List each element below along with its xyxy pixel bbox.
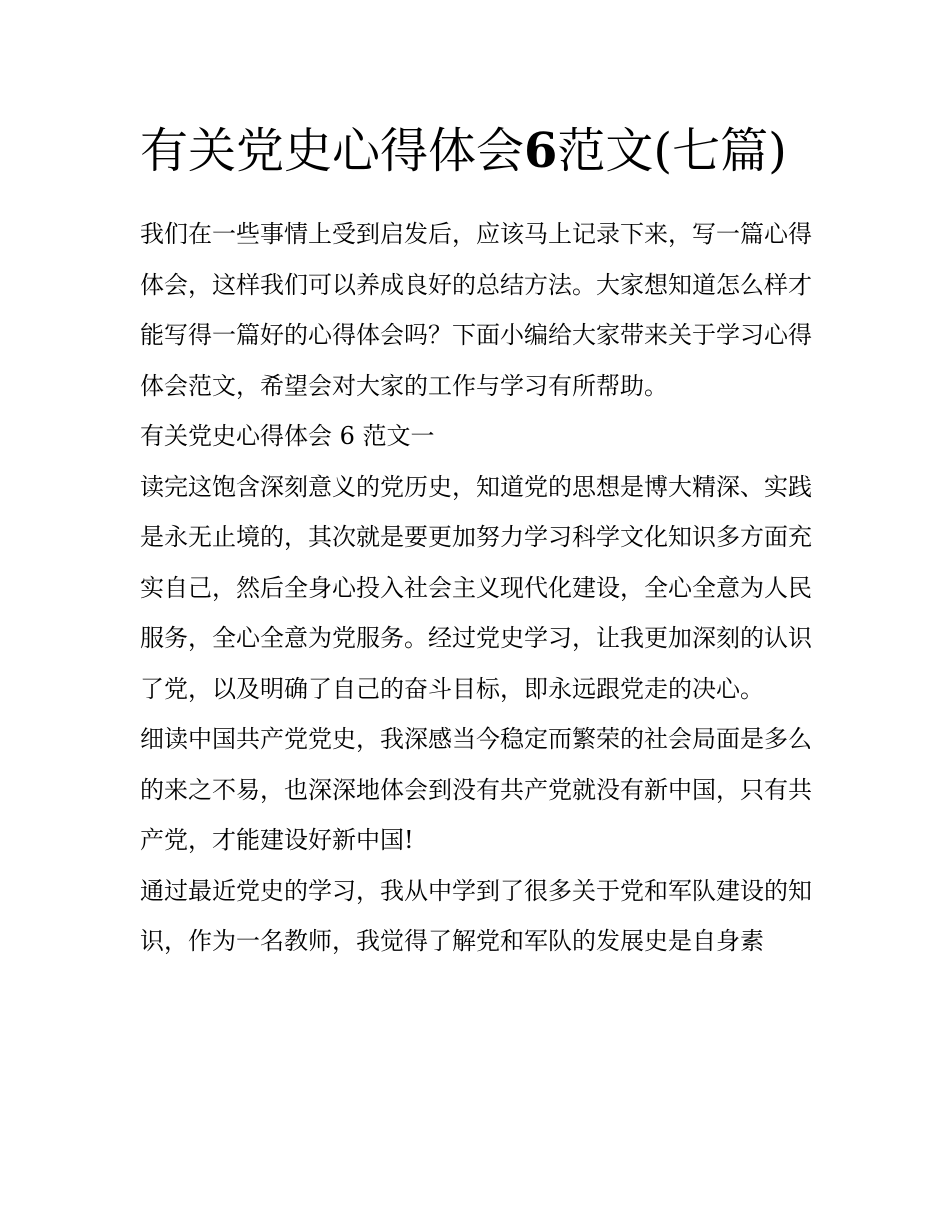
intro-paragraph: 我们在一些事情上受到启发后，应该马上记录下来，写一篇心得体会，这样我们可以养成良好的总结方法。大家想知道怎么样才能写得一篇好的心得体会吗？下面小编给大家带来关于学习心得体会范文，希望会对大家的工作与学习有所帮助。 (140, 220, 812, 400)
title-text-part2: 范文(七篇) (557, 123, 787, 179)
document-body (140, 112, 812, 967)
section-heading: 有关党史心得体会 6 范文一 (140, 422, 435, 450)
body-paragraph: 读完这饱含深刻意义的党历史，知道党的思想是博大精深、实践是永无止境的，其次就是要更加努力学习科学文化知识多方面充实自己，然后全身心投入社会主义现代化建设，全心全意为人民服务，全心全意为党服务。经过党史学习，让我更加深刻的认识了党，以及明确了自己的奋斗目标，即永远跟党走的决心。 (140, 472, 812, 703)
document-title (140, 112, 812, 191)
body-paragraph: 细读中国共产党党史，我深感当今稳定而繁荣的社会局面是多么的来之不易，也深深地体会到没有共产党就没有新中国，只有共产党，才能建设好新中国! (140, 725, 812, 854)
body-paragraph: 通过最近党史的学习，我从中学到了很多关于党和军队建设的知识，作为一名教师，我觉得了解党和军队的发展史是自身素 (140, 876, 812, 955)
title-text-part1: 有关党史心得体会 (140, 123, 525, 179)
title-number: 6 (524, 123, 558, 179)
